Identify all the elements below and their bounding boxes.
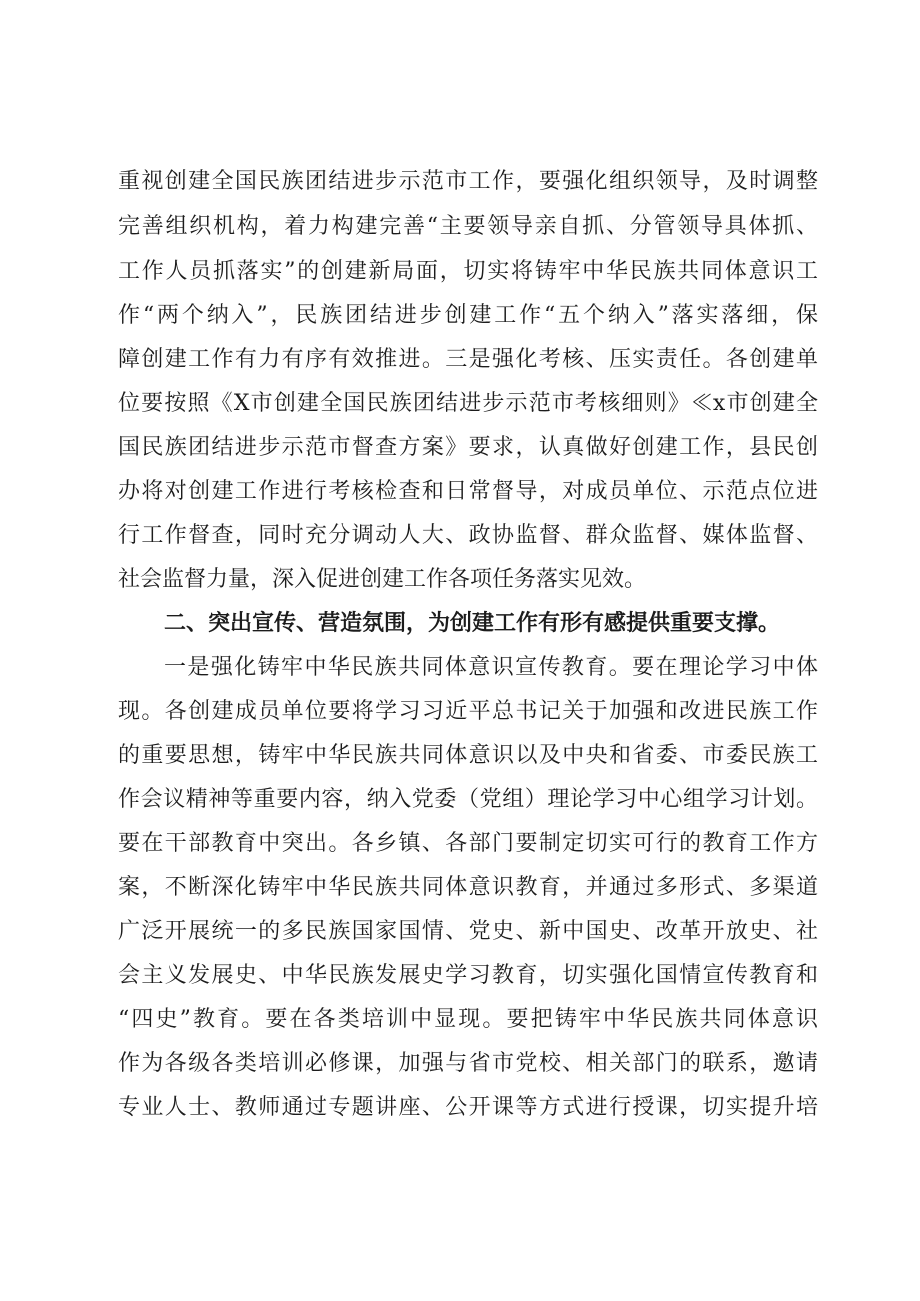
text-line: 现。各创建成员单位要将学习习近平总书记关于加强和改进民族工作 [118,699,818,724]
text-line: 位要按照《X市创建全国民族团结进步示范市考核细则》≪x市创建全 [118,391,818,416]
text-line: 一是强化铸牢中华民族共同体意识宣传教育。要在理论学习中体 [164,655,818,680]
text-line: 办将对创建工作进行考核检查和日常督导，对成员单位、示范点位进 [118,479,818,504]
text-line: 作为各级各类培训必修课，加强与省市党校、相关部门的联系，邀请 [118,1051,818,1076]
text-line: 会主义发展史、中华民族发展史学习教育，切实强化国情宣传教育和 [118,963,818,988]
text-line: 国民族团结进步示范市督查方案》要求，认真做好创建工作，县民创 [118,435,818,460]
text-line: 作会议精神等重要内容，纳入党委（党组）理论学习中心组学习计划。 [118,787,818,812]
text-line: 要在干部教育中突出。各乡镇、各部门要制定切实可行的教育工作方 [118,831,818,856]
section-heading: 二、突出宣传、营造氛围，为创建工作有形有感提供重要支撑。 [164,611,781,636]
text-line: 行工作督查，同时充分调动人大、政协监督、群众监督、媒体监督、 [118,523,818,548]
text-line: 社会监督力量，深入促进创建工作各项任务落实见效。 [118,567,647,592]
text-line: 完善组织机构，着力构建完善“主要领导亲自抓、分管领导具体抓、 [118,214,818,239]
text-line: “四史”教育。要在各类培训中显现。要把铸牢中华民族共同体意识 [118,1007,818,1032]
text-line: 作“两个纳入”，民族团结进步创建工作“五个纳入”落实落细，保 [118,303,818,328]
text-line: 工作人员抓落实”的创建新局面，切实将铸牢中华民族共同体意识工 [118,259,818,284]
text-line: 专业人士、教师通过专题讲座、公开课等方式进行授课，切实提升培 [118,1095,818,1120]
text-line: 障创建工作有力有序有效推进。三是强化考核、压实责任。各创建单 [118,347,818,372]
text-line: 的重要思想，铸牢中华民族共同体意识以及中央和省委、市委民族工 [118,743,818,768]
text-line: 广泛开展统一的多民族国家国情、党史、新中国史、改革开放史、社 [118,919,818,944]
text-line: 重视创建全国民族团结进步示范市工作，要强化组织领导，及时调整 [118,169,818,194]
text-line: 案，不断深化铸牢中华民族共同体意识教育，并通过多形式、多渠道 [118,875,818,900]
